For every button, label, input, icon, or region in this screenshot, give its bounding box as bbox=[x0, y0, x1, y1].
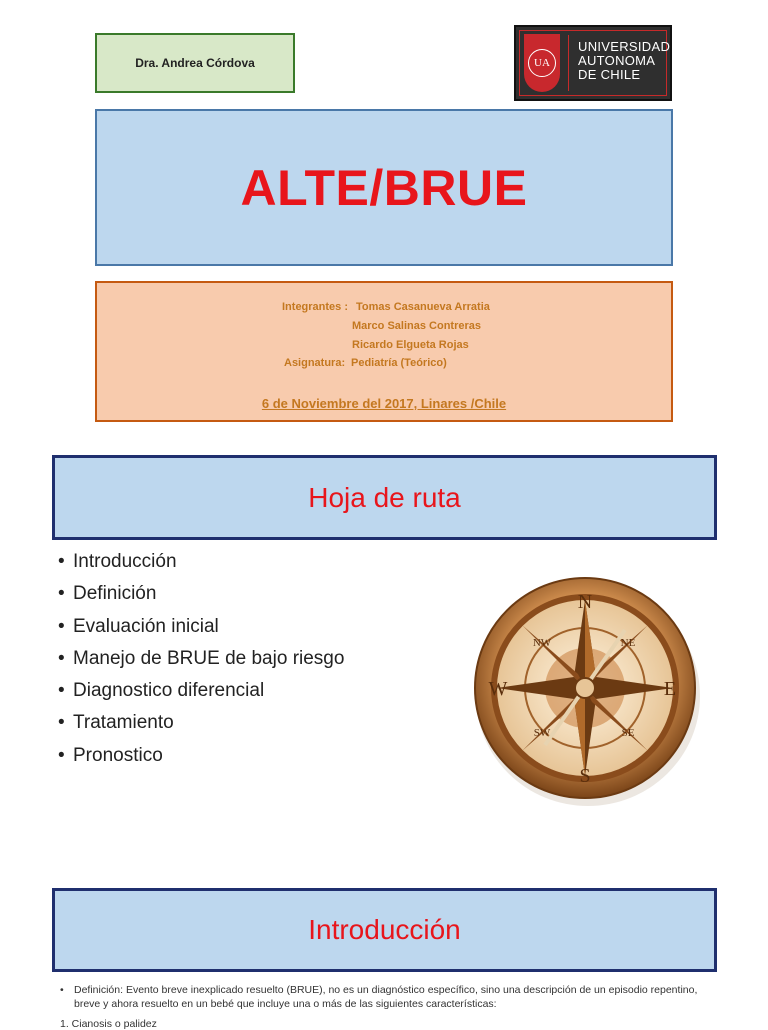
compass-south: S bbox=[579, 765, 591, 787]
list-item: • Diagnostico diferencial bbox=[58, 675, 344, 707]
list-item: • Tratamiento bbox=[58, 707, 344, 739]
roadmap-header bbox=[52, 455, 717, 540]
doctor-name: Dra. Andrea Córdova bbox=[135, 56, 255, 70]
list-item: • Evaluación inicial bbox=[58, 611, 344, 643]
list-item: • Manejo de BRUE de bajo riesgo bbox=[58, 643, 344, 675]
integrantes-label: Integrantes : bbox=[282, 301, 349, 313]
compass-southwest: SW bbox=[533, 727, 551, 739]
compass-icon bbox=[460, 570, 710, 810]
list-item: • Definición bbox=[58, 578, 344, 610]
university-logo bbox=[514, 25, 672, 101]
date-location: 6 de Noviembre del 2017, Linares /Chile bbox=[261, 396, 507, 411]
asignatura-label: Asignatura: bbox=[284, 357, 346, 369]
intro-title: Introducción bbox=[308, 914, 461, 945]
compass-southeast: SE bbox=[621, 727, 635, 739]
compass-west: W bbox=[488, 678, 508, 700]
title-box bbox=[95, 109, 673, 266]
logo-text: UNIVERSIDAD AUTONOMA DE CHILE bbox=[578, 39, 671, 82]
info-box bbox=[95, 281, 673, 422]
list-item: • Introducción bbox=[58, 546, 344, 578]
intro-definition: • Definición: Evento breve inexplicado resuelto (BRUE), no es un diagnóstico específico, sino una descripción de un episodio repentino, breve y ahora resuelto en un bebé que incluye una o más de las siguientes características: bbox=[60, 984, 698, 1010]
member-3: Ricardo Elgueta Rojas bbox=[352, 339, 469, 351]
main-title: ALTE/BRUE bbox=[240, 159, 528, 216]
member-1: Tomas Casanueva Arratia bbox=[356, 301, 490, 313]
compass-north: N bbox=[577, 591, 593, 613]
shield-icon: UA bbox=[524, 34, 560, 92]
member-2: Marco Salinas Contreras bbox=[352, 320, 481, 332]
compass-east: E bbox=[663, 678, 677, 700]
list-item: • Pronostico bbox=[58, 740, 344, 772]
roadmap-list bbox=[58, 546, 344, 772]
intro-header bbox=[52, 888, 717, 972]
doctor-name-box bbox=[95, 33, 295, 93]
roadmap-title: Hoja de ruta bbox=[308, 481, 461, 513]
intro-list-item: 1. Cianosis o palidez bbox=[60, 1018, 157, 1030]
asignatura-value: Pediatría (Teórico) bbox=[351, 357, 447, 369]
compass-northwest: NW bbox=[532, 637, 552, 649]
compass-northeast: NE bbox=[620, 637, 636, 649]
